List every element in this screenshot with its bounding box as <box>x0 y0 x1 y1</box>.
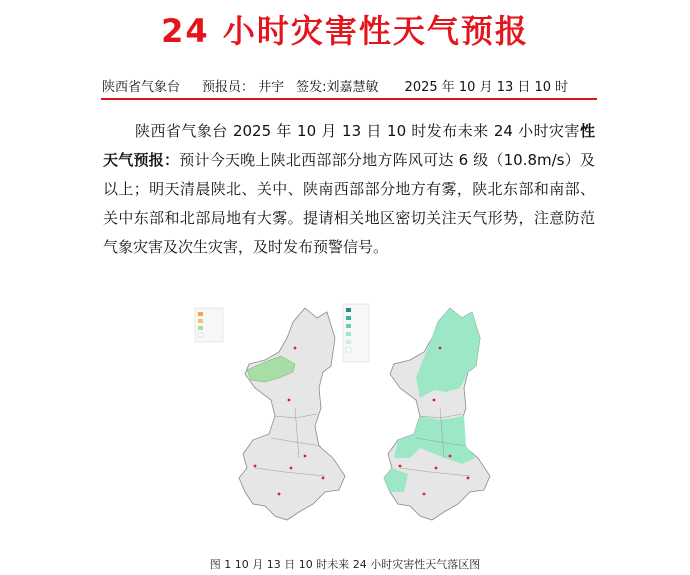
forecast-intro: 陕西省气象台 2025 年 10 月 13 日 10 时发布未来 24 小时灾害 <box>135 122 580 140</box>
forecast-body <box>103 117 595 262</box>
forecast-label: 性天气预报： <box>103 122 595 169</box>
page-title: 24 小时灾害性天气预报 <box>161 12 529 50</box>
signer: 签发:刘嘉慧敏 <box>296 80 379 95</box>
wind-legend <box>195 308 223 342</box>
figure-caption: 图 1 10 月 13 日 10 时未来 24 小时灾害性天气落区图 <box>209 558 481 571</box>
province-outline <box>239 308 345 520</box>
forecaster: 预报员： 井宇 <box>202 80 285 95</box>
issue-datetime: 2025 年 10 月 13 日 10 时 <box>404 80 569 95</box>
fog-legend <box>343 304 369 362</box>
hazard-area-map-figure <box>175 300 515 550</box>
issuing-office: 陕西省气象台 <box>102 80 181 95</box>
forecast-maps <box>175 300 515 550</box>
forecast-text: 预计今天晚上陕北西部部分地方阵风可达 6 级（10.8m/s）及以上；明天清晨陕北、关中、陕南西部部分地方有雾，陕北东部和南部、关中东部和北部局地有大雾。提请相关地区密切关注天气形势，注意防范气象灾害及次生灾害，及时发布预警信号。 <box>103 151 595 256</box>
forecast-meta <box>102 76 592 95</box>
fog-map <box>384 308 490 520</box>
header-divider <box>101 98 597 100</box>
wind-map <box>239 308 345 520</box>
